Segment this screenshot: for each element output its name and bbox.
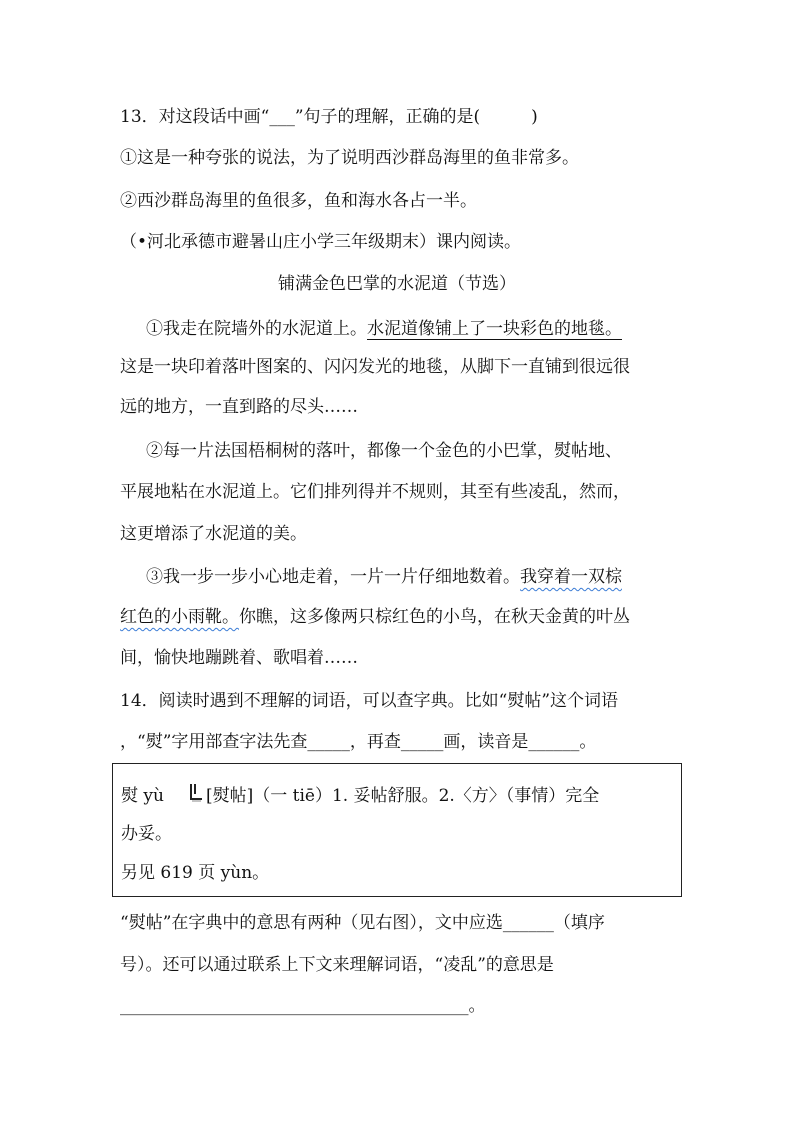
paragraph-3-intro: ③我一步一步小心地走着，一片一片仔细地数着。 <box>146 567 520 587</box>
answer-blank-line: _________________________________________。 <box>120 996 486 1016</box>
paragraph-2-line-2: 平展地粘在水泥道上。它们排列得并不规则，其至有些凌乱，然而， <box>120 482 630 502</box>
dictionary-entry-line-1 <box>121 783 599 808</box>
dictionary-entry-box <box>112 763 682 897</box>
question-14-prompt-1: 14．阅读时遇到不理解的词语，可以查字典。比如“熨帖”这个词语 <box>120 691 619 711</box>
wavy-underlined-sentence-start: 我穿着一双棕 <box>520 567 622 587</box>
question-13-prompt: 13．对这段话中画“___”句子的理解，正确的是( ) <box>120 107 538 127</box>
passage-title: 铺满金色巴掌的水泥道（节选） <box>278 274 516 294</box>
paragraph-1-intro: ①我走在院墙外的水泥道上。 <box>146 319 367 339</box>
radical-glyph-icon <box>188 783 204 803</box>
dictionary-headword: 熨 yù <box>121 786 164 806</box>
wavy-underlined-sentence-end: 红色的小雨靴。 <box>120 607 239 627</box>
paragraph-1-line-1 <box>146 317 622 341</box>
paragraph-3-continuation: 你瞧，这多像两只棕红色的小鸟，在秋天金黄的叶丛 <box>239 607 630 627</box>
paragraph-3-line-3: 间，愉快地蹦跳着、歌唱着…… <box>120 648 358 668</box>
paragraph-3-line-1 <box>146 565 622 589</box>
question-14-prompt-2: ，“熨”字用部查字法先查_____，再查_____画，读音是______。 <box>120 732 597 752</box>
reading-source: （•河北承德市避暑山庄小学三年级期末）课内阅读。 <box>120 232 522 252</box>
dictionary-see-also: 另见 619 页 yùn。 <box>121 863 270 883</box>
paragraph-1-line-2: 这是一块印着落叶图案的、闪闪发光的地毯，从脚下一直铺到很远很 <box>120 357 630 377</box>
question-14-prompt-3: “熨帖”在字典中的意思有两种（见右图），文中应选______（填序 <box>120 913 605 933</box>
paragraph-1-line-3: 远的地方，一直到路的尽头…… <box>120 397 358 417</box>
dictionary-definition-2: 办妥。 <box>121 824 172 844</box>
paragraph-2-line-3: 这更增添了水泥道的美。 <box>120 524 307 544</box>
dictionary-definition-1: [熨帖]（一 tiē）1. 妥帖舒服。2.〈方〉（事情）完全 <box>205 786 600 806</box>
question-13-option-1: ①这是一种夸张的说法，为了说明西沙群岛海里的鱼非常多。 <box>120 148 579 168</box>
underlined-sentence: 水泥道像铺上了一块彩色的地毯。 <box>367 319 622 339</box>
paragraph-3-line-2 <box>120 605 630 629</box>
question-13-option-2: ②西沙群岛海里的鱼很多，鱼和海水各占一半。 <box>120 191 477 211</box>
paragraph-2-line-1: ②每一片法国梧桐树的落叶，都像一个金色的小巴掌，熨帖地、 <box>146 441 622 461</box>
question-14-prompt-4: 号）。还可以通过联系上下文来理解词语，“凌乱”的意思是 <box>120 955 554 975</box>
